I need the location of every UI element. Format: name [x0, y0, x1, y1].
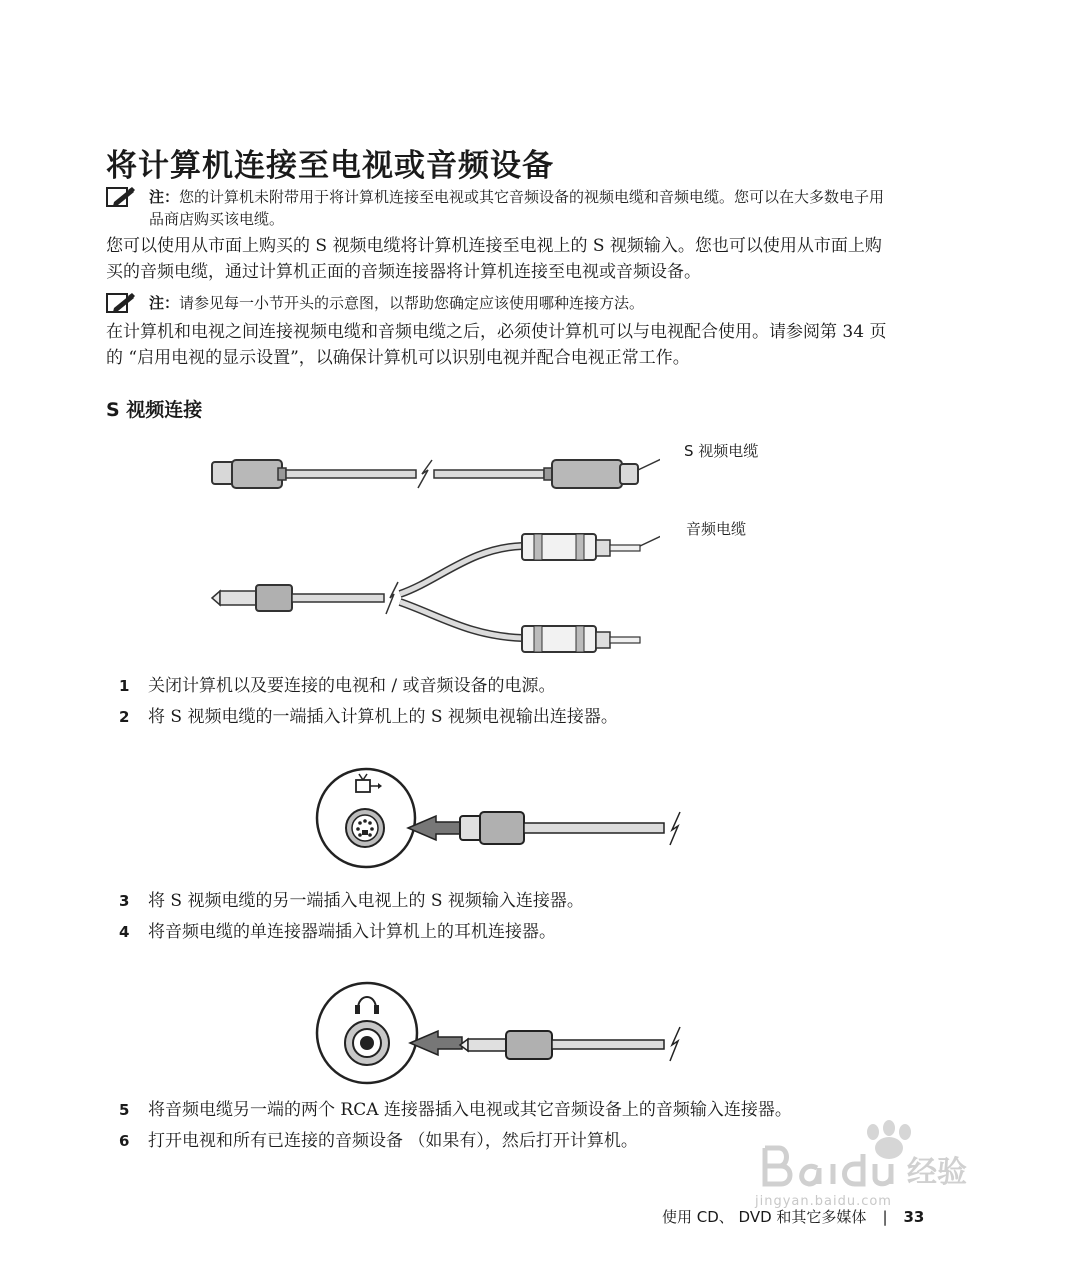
- headphone-port-illustration: [310, 975, 700, 1095]
- baidu-paw-logo-icon: [755, 1118, 1000, 1190]
- step-1: [119, 674, 939, 698]
- step-text: 关闭计算机以及要连接的电视和 / 或音频设备的电源。: [148, 676, 556, 696]
- note-pencil-icon: [106, 293, 136, 313]
- page-number: 33: [903, 1208, 925, 1226]
- svideo-cable-drawing: [212, 452, 660, 488]
- step-number: 6: [119, 1132, 130, 1150]
- step-text: 打开电视和所有已连接的音频设备 （如果有），然后打开计算机。: [148, 1131, 638, 1151]
- paragraph-1: 您可以使用从市面上购买的 S 视频电缆将计算机连接至电视上的 S 视频输入。您也可以使用从市面上购买的音频电缆，通过计算机正面的音频连接器将计算机连接至电视或音频设备。: [106, 236, 882, 282]
- note-2-text: 请参见每一小节开头的示意图，以帮助您确定应该使用哪种连接方法。: [179, 294, 645, 312]
- step-number: 2: [119, 708, 130, 726]
- note-2: [106, 292, 896, 314]
- step-number: 3: [119, 892, 130, 910]
- page-title: 将计算机连接至电视或音频设备: [106, 148, 554, 184]
- step-number: 4: [119, 923, 130, 941]
- step-2: [119, 705, 939, 729]
- cables-illustration: [200, 430, 660, 655]
- svideo-port-illustration: [310, 760, 700, 880]
- note-1-text: 您的计算机未附带用于将计算机连接至电视或其它音频设备的视频电缆和音频电缆。您可以在大多数电子用品商店购买该电缆。: [149, 188, 885, 228]
- step-4: [119, 920, 939, 944]
- note-2-label: 注：: [149, 294, 180, 312]
- svideo-cable-label: S 视频电缆: [684, 442, 759, 460]
- step-number: 5: [119, 1101, 130, 1119]
- note-pencil-icon: [106, 187, 136, 207]
- audio-cable-drawing: [212, 528, 660, 652]
- watermark-url: jingyan.baidu.com: [755, 1194, 892, 1209]
- step-text: 将音频电缆另一端的两个 RCA 连接器插入电视或其它音频设备上的音频输入连接器。: [148, 1100, 792, 1120]
- step-text: 将 S 视频电缆的一端插入计算机上的 S 视频电视输出连接器。: [148, 707, 618, 727]
- page-footer: [662, 1206, 924, 1227]
- step-text: 将音频电缆的单连接器端插入计算机上的耳机连接器。: [148, 922, 556, 942]
- svg-text:经验: 经验: [907, 1155, 967, 1190]
- footer-section-title: 使用 CD、 DVD 和其它多媒体: [662, 1208, 867, 1226]
- baidu-watermark: [755, 1118, 1000, 1210]
- note-1-label: 注：: [149, 188, 180, 206]
- step-text: 将 S 视频电缆的另一端插入电视上的 S 视频输入连接器。: [148, 891, 584, 911]
- step-3: [119, 889, 939, 913]
- note-1: [106, 186, 896, 230]
- audio-cable-label: 音频电缆: [686, 520, 747, 538]
- section-heading: S 视频连接: [106, 399, 203, 421]
- step-number: 1: [119, 677, 130, 695]
- paragraph-2: 在计算机和电视之间连接视频电缆和音频电缆之后，必须使计算机可以与电视配合使用。请参阅第 34 页的 “启用电视的显示设置”，以确保计算机可以识别电视并配合电视正常工作。: [106, 322, 887, 368]
- footer-separator: |: [882, 1208, 888, 1226]
